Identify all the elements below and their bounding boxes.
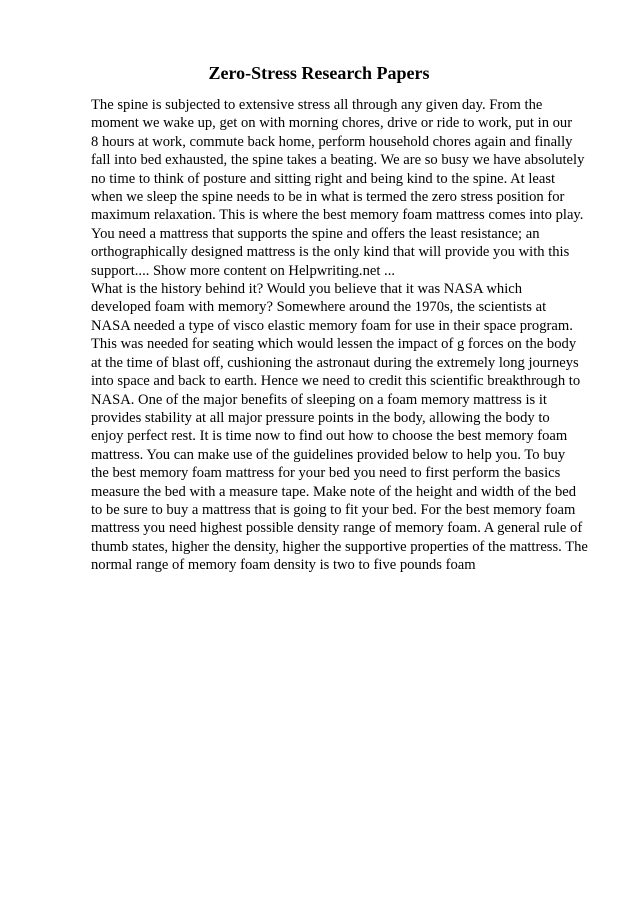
text-line: NASA. One of the major benefits of sleeping on a foam memory mattress is it — [91, 391, 547, 408]
text-line: when we sleep the spine needs to be in what is termed the zero stress position for — [91, 189, 565, 206]
text-line: fall into bed exhausted, the spine takes a beating. We are so busy we have absolutely — [91, 152, 585, 169]
text-line: normal range of memory foam density is two to five pounds foam — [91, 557, 476, 574]
text-line: provides stability at all major pressure points in the body, allowing the body to — [91, 409, 550, 426]
text-line: 8 hours at work, commute back home, perform household chores again and finally — [91, 133, 573, 150]
text-line: mattress you need highest possible density range of memory foam. A general rule of — [91, 520, 583, 537]
text-line: enjoy perfect rest. It is time now to find out how to choose the best memory foam — [91, 428, 568, 445]
text-line: to be sure to buy a mattress that is going to fit your bed. For the best memory foam — [91, 501, 576, 518]
text-line: at the time of blast off, cushioning the astronaut during the extremely long journeys — [91, 354, 579, 371]
text-line: NASA needed a type of visco elastic memory foam for use in their space program. — [91, 317, 573, 334]
text-line: support.... Show more content on Helpwriting.net ... — [91, 262, 395, 279]
text-line: mattress. You can make use of the guidelines provided below to help you. To buy — [91, 446, 566, 463]
text-line: You need a mattress that supports the spine and offers the least resistance; an — [91, 225, 540, 242]
text-line: no time to think of posture and sitting right and being kind to the spine. At least — [91, 170, 556, 187]
text-line: the best memory foam mattress for your bed you need to first perform the basics — [91, 465, 561, 482]
document-body — [91, 96, 591, 575]
text-line: The spine is subjected to extensive stress all through any given day. From the — [91, 97, 543, 113]
text-line: maximum relaxation. This is where the best memory foam mattress comes into play. — [91, 207, 584, 224]
text-line: thumb states, higher the density, higher the supportive properties of the mattress. The — [91, 538, 588, 555]
text-line: into space and back to earth. Hence we need to credit this scientific breakthrough to — [91, 373, 581, 390]
text-line: What is the history behind it? Would you believe that it was NASA which — [91, 281, 523, 298]
text-line: measure the bed with a measure tape. Make note of the height and width of the bed — [91, 483, 577, 500]
text-line: moment we wake up, get on with morning chores, drive or ride to work, put in our — [91, 115, 573, 132]
text-line: developed foam with memory? Somewhere around the 1970s, the scientists at — [91, 299, 547, 316]
document-title: Zero-Stress Research Papers — [208, 63, 430, 83]
text-line: orthographically designed mattress is the only kind that will provide you with this — [91, 244, 570, 261]
text-line: This was needed for seating which would lessen the impact of g forces on the body — [91, 336, 577, 353]
